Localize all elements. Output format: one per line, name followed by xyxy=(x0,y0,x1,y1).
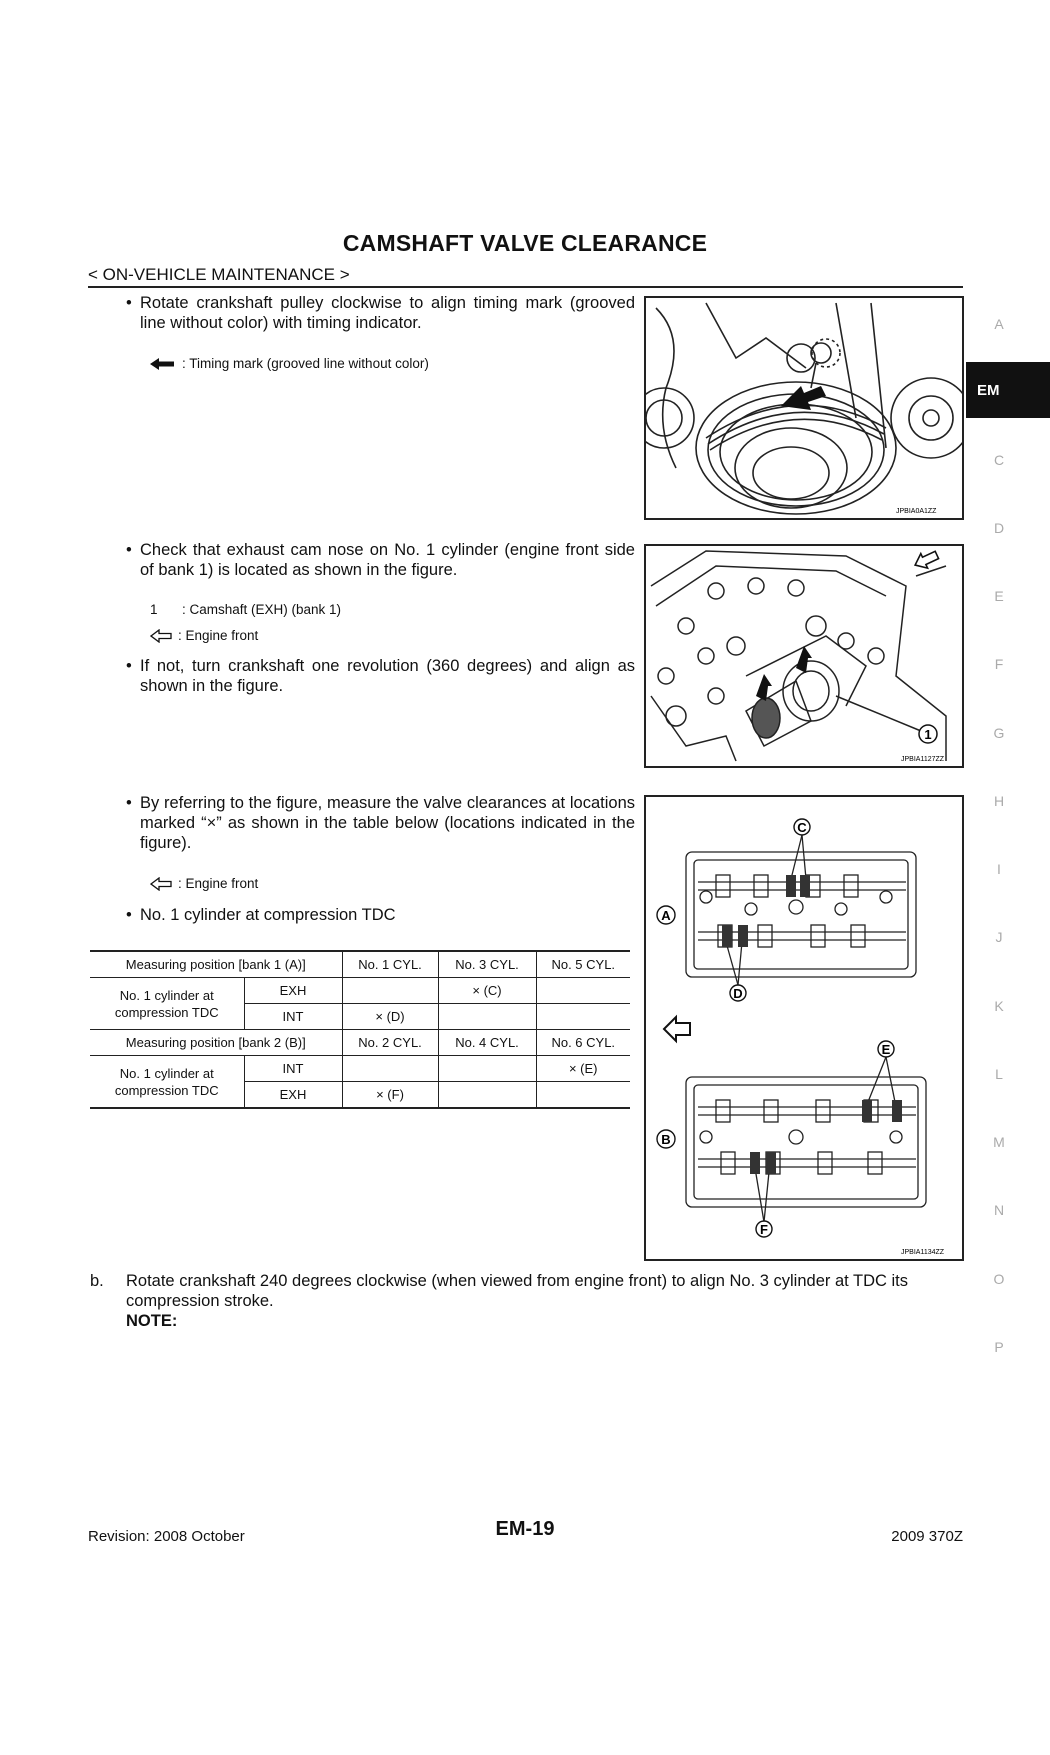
bullet-no1-cylinder-tdc: • No. 1 cylinder at compression TDC xyxy=(126,906,396,924)
figure-exhaust-cam xyxy=(644,544,964,768)
table-cell: × (F) xyxy=(342,1082,438,1109)
figure-code: JPBIA0A1ZZ xyxy=(896,508,937,515)
table-cell xyxy=(438,1004,536,1030)
note-label: NOTE: xyxy=(126,1312,178,1330)
footer-revision: Revision: 2008 October xyxy=(88,1528,245,1545)
header-rule xyxy=(88,286,963,288)
table-cell xyxy=(536,1082,630,1109)
table-cell: × (C) xyxy=(438,978,536,1004)
side-index-k[interactable]: K xyxy=(994,998,1004,1014)
valve-cell: INT xyxy=(244,1056,342,1082)
footer-model: 2009 370Z xyxy=(891,1528,963,1545)
side-index-h[interactable]: H xyxy=(993,793,1005,809)
label-c: C xyxy=(797,820,807,835)
side-index-d[interactable]: D xyxy=(993,520,1005,536)
table-cell xyxy=(536,978,630,1004)
exhaust-cam-drawing xyxy=(646,546,962,766)
valve-cell: INT xyxy=(244,1004,342,1030)
figure-crank-pulley xyxy=(644,296,964,520)
table-header-cell: No. 4 CYL. xyxy=(438,1030,536,1056)
footer-page-number: EM-19 xyxy=(495,1518,555,1540)
table-cell: × (E) xyxy=(536,1056,630,1082)
row-label: No. 1 cylinder at compression TDC xyxy=(90,978,244,1030)
step-b-text: Rotate crankshaft 240 degrees clockwise (when viewed from engine front) to align No. 3 cylinder at TDC its compression stroke. xyxy=(126,1272,908,1310)
legend-camshaft-exh: 1 : Camshaft (EXH) (bank 1) xyxy=(150,602,342,617)
bullet-turn-crankshaft: • If not, turn crankshaft one revolution (360 degrees) and align as shown in the figure. xyxy=(126,657,635,695)
figure-code: JPBIA1134ZZ xyxy=(901,1249,945,1256)
table-header-cell: Measuring position [bank 1 (A)] xyxy=(90,951,342,978)
table-header-cell: Measuring position [bank 2 (B)] xyxy=(90,1030,342,1056)
filled-arrow-icon xyxy=(150,358,174,370)
label-f: F xyxy=(760,1222,768,1237)
side-index-e[interactable]: E xyxy=(994,588,1004,604)
table-header-cell: No. 1 CYL. xyxy=(342,951,438,978)
outline-arrow-icon xyxy=(150,629,172,643)
valve-cell: EXH xyxy=(244,978,342,1004)
outline-arrow-icon xyxy=(150,877,172,891)
legend-engine-front-1: : Engine front xyxy=(150,628,258,643)
table-header-cell: No. 5 CYL. xyxy=(536,951,630,978)
table-row xyxy=(90,978,630,1004)
figure-code: JPBIA1127ZZ xyxy=(901,756,945,763)
legend-number: 1 xyxy=(150,602,158,617)
side-index-n[interactable]: N xyxy=(993,1202,1005,1218)
side-index-g[interactable]: G xyxy=(993,725,1005,741)
side-index-o[interactable]: O xyxy=(993,1271,1005,1287)
callout-1: 1 xyxy=(924,727,932,742)
side-index-l[interactable]: L xyxy=(995,1066,1003,1082)
legend-engine-front-2: : Engine front xyxy=(150,876,258,891)
valve-clearance-table xyxy=(90,950,630,1109)
cylinder-head-drawing xyxy=(646,797,962,1259)
bullet-check-cam-nose: • Check that exhaust cam nose on No. 1 cylinder (engine front side of bank 1) is located as shown in the figure. xyxy=(126,541,635,579)
table-header-bank1 xyxy=(90,951,630,978)
side-index-c[interactable]: C xyxy=(993,452,1005,468)
section-breadcrumb: < ON-VEHICLE MAINTENANCE > xyxy=(88,265,350,284)
side-index-m[interactable]: M xyxy=(993,1134,1005,1150)
table-header-cell: No. 2 CYL. xyxy=(342,1030,438,1056)
side-index-j[interactable]: J xyxy=(995,929,1003,945)
table-cell xyxy=(438,1056,536,1082)
table-cell: × (D) xyxy=(342,1004,438,1030)
side-index-i[interactable]: I xyxy=(997,861,1001,877)
label-b: B xyxy=(661,1132,671,1147)
side-tab-em[interactable]: EM xyxy=(966,362,1050,418)
label-a: A xyxy=(661,908,671,923)
table-cell xyxy=(342,978,438,1004)
valve-cell: EXH xyxy=(244,1082,342,1109)
label-d: D xyxy=(733,986,743,1001)
label-e: E xyxy=(881,1042,891,1057)
row-label: No. 1 cylinder at compression TDC xyxy=(90,1056,244,1109)
table-cell xyxy=(438,1082,536,1109)
crank-pulley-drawing xyxy=(646,298,962,518)
side-index-f[interactable]: F xyxy=(994,656,1004,672)
step-b-letter: b. xyxy=(90,1272,104,1290)
page-title: CAMSHAFT VALVE CLEARANCE xyxy=(342,230,708,256)
table-header-cell: No. 6 CYL. xyxy=(536,1030,630,1056)
figure-cylinder-head-banks xyxy=(644,795,964,1261)
table-header-bank2 xyxy=(90,1030,630,1056)
table-cell xyxy=(342,1056,438,1082)
bullet-rotate-crankshaft: • Rotate crankshaft pulley clockwise to align timing mark (grooved line without color) with timing indicator. xyxy=(126,294,635,332)
bullet-measure-clearance: • By referring to the figure, measure the valve clearances at locations marked “×” as shown in the table below (locations indicated in the figure). xyxy=(126,794,635,852)
legend-timing-mark: : Timing mark (grooved line without color) xyxy=(150,356,429,371)
side-index-p[interactable]: P xyxy=(994,1339,1004,1355)
table-cell xyxy=(536,1004,630,1030)
side-index-a[interactable]: A xyxy=(994,316,1004,332)
table-row xyxy=(90,1056,630,1082)
table-header-cell: No. 3 CYL. xyxy=(438,951,536,978)
